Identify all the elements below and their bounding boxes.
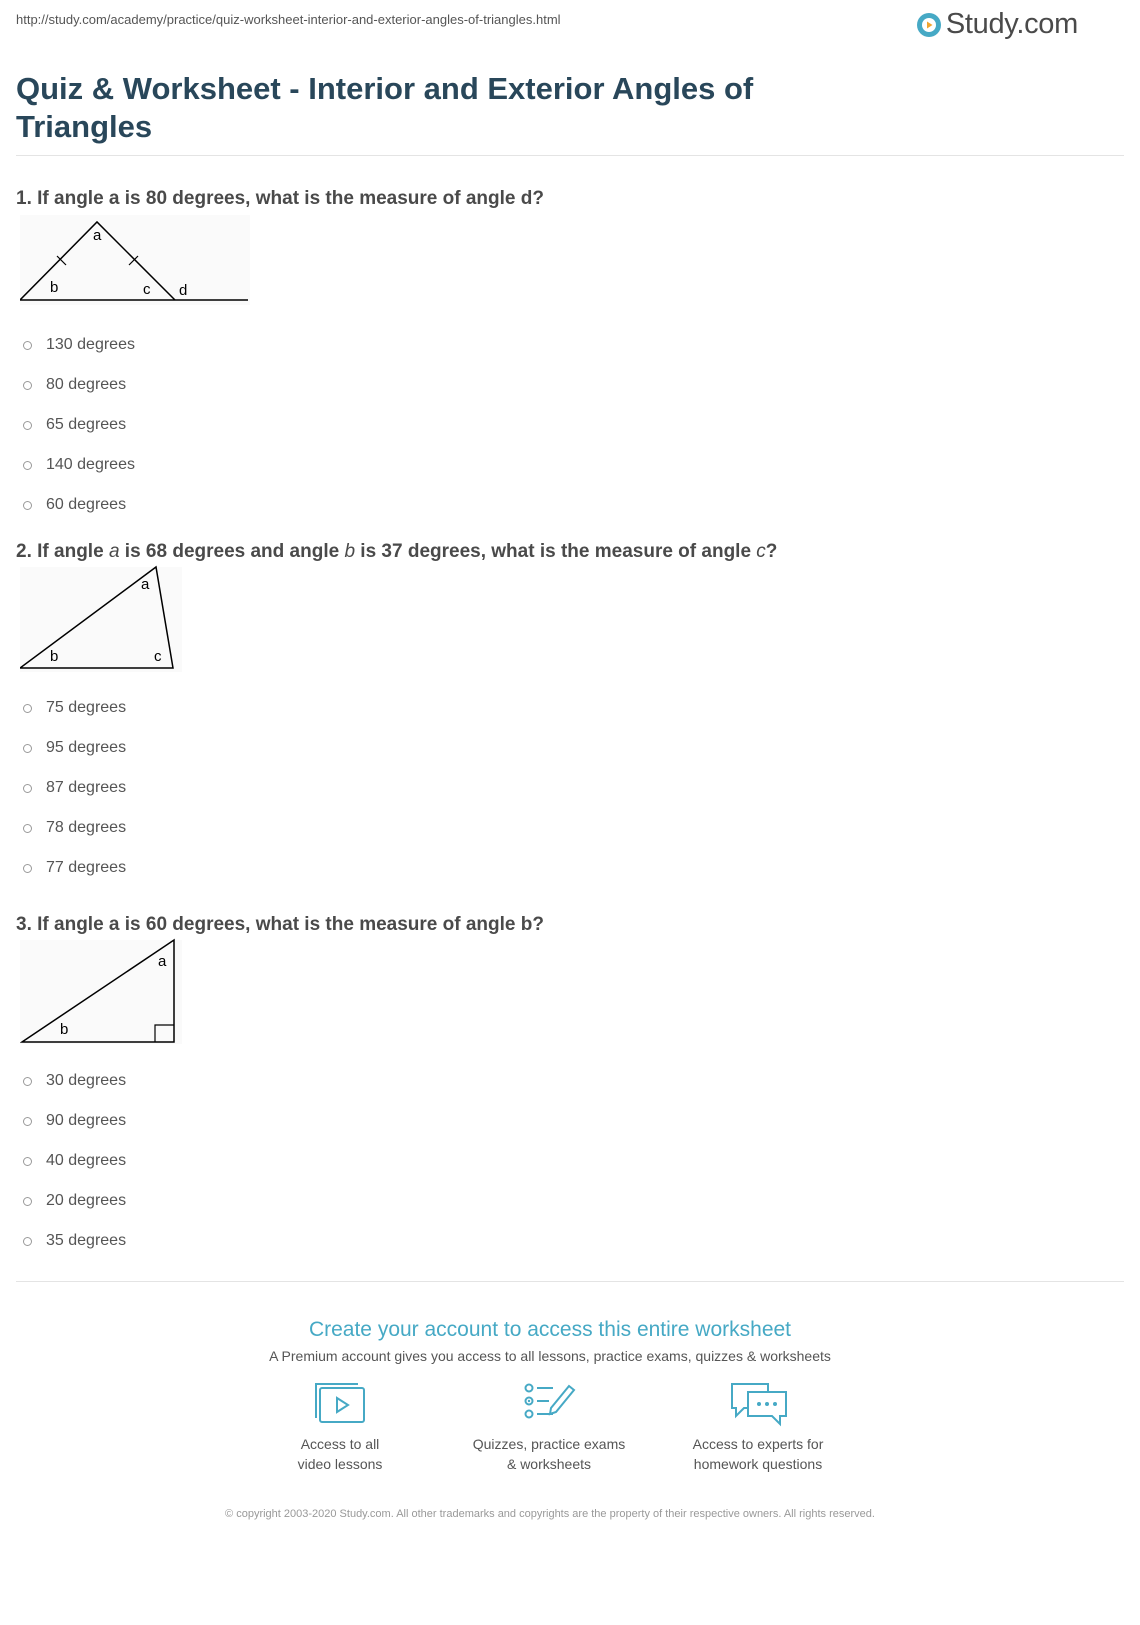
feature-experts bbox=[663, 1378, 853, 1474]
study-logo[interactable] bbox=[916, 8, 1078, 41]
question-1 bbox=[16, 187, 1116, 525]
feature-label: Quizzes, practice exams & worksheets bbox=[472, 1436, 626, 1472]
question-2-text: 2. If angle a is 68 degrees and angle b is 37 degrees, what is the measure of angle c? bbox=[16, 541, 778, 562]
answer-option[interactable]: 20 degrees bbox=[16, 1181, 1116, 1221]
answer-option[interactable]: 80 degrees bbox=[16, 365, 1116, 405]
figure-3-label-b: b bbox=[60, 1021, 69, 1038]
figure-2-label-a: a bbox=[141, 576, 150, 593]
radio-icon[interactable] bbox=[23, 501, 32, 510]
promo-subheading: A Premium account gives you access to all lessons, practice exams, quizzes & worksheets bbox=[269, 1348, 831, 1364]
answer-option[interactable]: 140 degrees bbox=[16, 445, 1116, 485]
quiz-checklist-icon bbox=[519, 1378, 579, 1428]
radio-icon[interactable] bbox=[23, 824, 32, 833]
figure-3-label-a: a bbox=[158, 953, 167, 970]
radio-icon[interactable] bbox=[23, 1157, 32, 1166]
chat-bubbles-icon bbox=[726, 1378, 790, 1428]
answer-option[interactable]: 65 degrees bbox=[16, 405, 1116, 445]
answer-option[interactable]: 60 degrees bbox=[16, 485, 1116, 525]
answer-option[interactable]: 75 degrees bbox=[16, 688, 1116, 728]
radio-icon[interactable] bbox=[23, 864, 32, 873]
logo-text: Study.com bbox=[945, 8, 1078, 40]
radio-icon[interactable] bbox=[23, 784, 32, 793]
answer-option[interactable]: 90 degrees bbox=[16, 1101, 1116, 1141]
figure-1-label-b: b bbox=[50, 279, 59, 296]
answer-option[interactable]: 77 degrees bbox=[16, 848, 1116, 888]
radio-icon[interactable] bbox=[23, 381, 32, 390]
video-lesson-icon bbox=[310, 1378, 370, 1428]
page-title: Quiz & Worksheet - Interior and Exterior Angles of Triangles bbox=[16, 71, 754, 144]
feature-label: Access to all video lessons bbox=[297, 1436, 383, 1472]
question-3 bbox=[16, 913, 1116, 1261]
figure-2-label-c: c bbox=[154, 648, 162, 665]
answer-option[interactable]: 130 degrees bbox=[16, 325, 1116, 365]
premium-promo bbox=[0, 1318, 1100, 1364]
figure-1-label-a: a bbox=[93, 227, 102, 244]
radio-icon[interactable] bbox=[23, 461, 32, 470]
triangle-figure-2 bbox=[20, 564, 200, 674]
feature-video-lessons bbox=[245, 1378, 435, 1474]
radio-icon[interactable] bbox=[23, 1077, 32, 1086]
radio-icon[interactable] bbox=[23, 1237, 32, 1246]
answer-option[interactable]: 30 degrees bbox=[16, 1061, 1116, 1101]
figure-1-label-c: c bbox=[143, 281, 151, 298]
radio-icon[interactable] bbox=[23, 704, 32, 713]
question-3-options bbox=[16, 1061, 1116, 1261]
radio-icon[interactable] bbox=[23, 1197, 32, 1206]
play-logo-icon bbox=[916, 12, 942, 38]
promo-divider bbox=[16, 1281, 1124, 1282]
feature-quizzes bbox=[454, 1378, 644, 1474]
question-2-options bbox=[16, 688, 1116, 888]
answer-option[interactable]: 78 degrees bbox=[16, 808, 1116, 848]
figure-1-label-d: d bbox=[179, 282, 188, 299]
triangle-figure-3 bbox=[20, 937, 200, 1047]
question-2 bbox=[16, 540, 1116, 888]
radio-icon[interactable] bbox=[23, 1117, 32, 1126]
question-1-options bbox=[16, 325, 1116, 525]
answer-option[interactable]: 87 degrees bbox=[16, 768, 1116, 808]
promo-heading[interactable]: Create your account to access this entire worksheet bbox=[308, 1318, 792, 1341]
triangle-figure-1 bbox=[20, 211, 260, 311]
feature-label: Access to experts for homework questions bbox=[692, 1436, 824, 1472]
radio-icon[interactable] bbox=[23, 744, 32, 753]
page-url: http://study.com/academy/practice/quiz-worksheet-interior-and-exterior-angles-of-triangles.html bbox=[16, 12, 561, 27]
copyright-text: © copyright 2003-2020 Study.com. All other trademarks and copyrights are the property of their respective owners. All rights reserved. bbox=[225, 1508, 875, 1520]
question-3-text: 3. If angle a is 60 degrees, what is the measure of angle b? bbox=[16, 914, 544, 935]
radio-icon[interactable] bbox=[23, 341, 32, 350]
figure-2-label-b: b bbox=[50, 648, 59, 665]
answer-option[interactable]: 40 degrees bbox=[16, 1141, 1116, 1181]
answer-option[interactable]: 95 degrees bbox=[16, 728, 1116, 768]
answer-option[interactable]: 35 degrees bbox=[16, 1221, 1116, 1261]
title-divider bbox=[16, 155, 1124, 156]
question-1-text: 1. If angle a is 80 degrees, what is the measure of angle d? bbox=[16, 188, 544, 209]
radio-icon[interactable] bbox=[23, 421, 32, 430]
